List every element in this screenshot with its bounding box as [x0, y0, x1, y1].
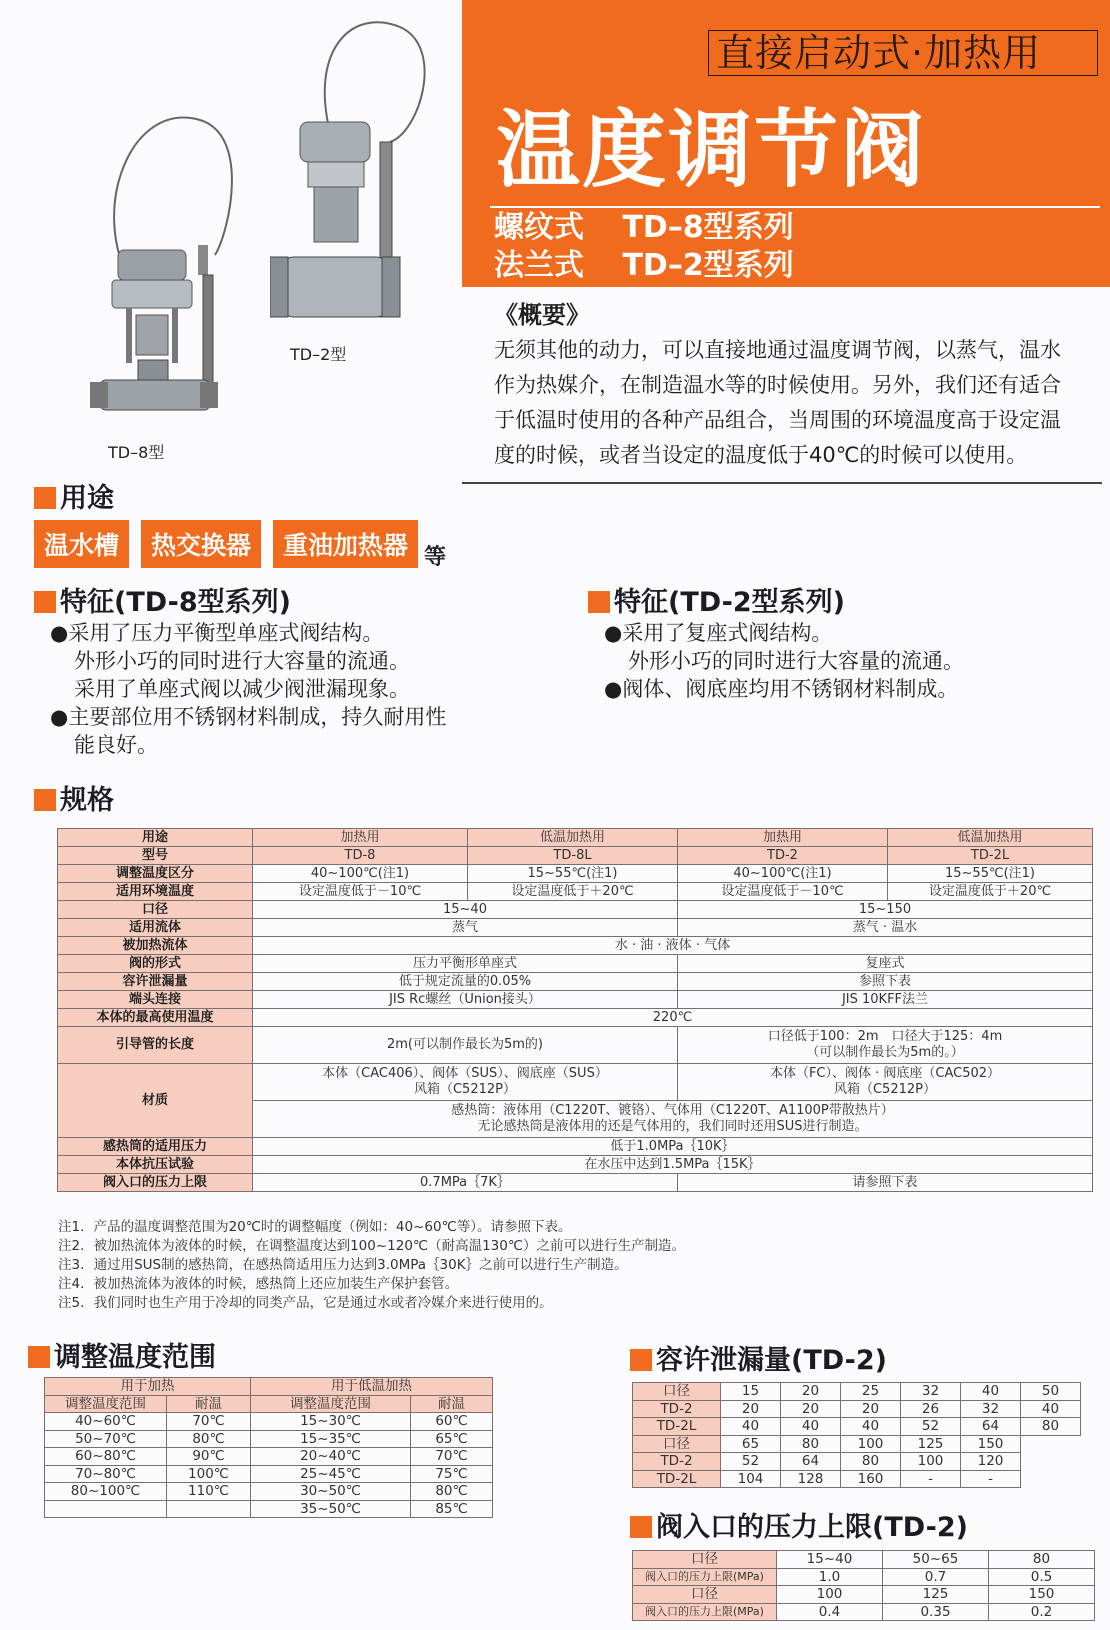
table-cell: 口径	[633, 1383, 721, 1401]
table-cell: 设定温度低于－10℃	[253, 883, 468, 901]
table-cell: 50~65	[883, 1551, 989, 1569]
table-row	[45, 1430, 493, 1448]
table-row	[633, 1603, 1095, 1621]
table-row	[45, 1483, 493, 1501]
row-label: 调整温度区分	[58, 865, 253, 883]
table-row	[633, 1586, 1095, 1604]
table-cell: 压力平衡形单座式	[253, 955, 678, 973]
section-marker	[34, 487, 56, 509]
table-row	[45, 1395, 493, 1413]
table-row	[58, 991, 1093, 1009]
table-cell: 65℃	[411, 1430, 493, 1448]
row-label: 适用环境温度	[58, 883, 253, 901]
table-cell: 80	[1021, 1418, 1081, 1436]
table-cell: 110℃	[167, 1483, 251, 1501]
feature-line: ●采用了压力平衡型单座式阀结构。	[50, 621, 384, 645]
usage-tag: 热交换器	[141, 520, 261, 568]
table-cell: 100℃	[167, 1465, 251, 1483]
table-cell: 80	[841, 1453, 901, 1471]
spec-heading	[34, 778, 114, 817]
table-cell	[678, 1027, 1093, 1064]
row-label: 端头连接	[58, 991, 253, 1009]
table-cell: -	[961, 1470, 1021, 1488]
row-label: 感热筒的适用压力	[58, 1138, 253, 1156]
table-row	[58, 883, 1093, 901]
table-cell: 20	[781, 1400, 841, 1418]
series-line-2	[494, 246, 794, 286]
table-cell	[1021, 1470, 1081, 1488]
table-cell: 32	[901, 1383, 961, 1401]
table-row	[633, 1383, 1081, 1401]
section-marker	[34, 591, 56, 613]
feature-line: 采用了单座式阀以减少阀泄漏现象。	[74, 677, 410, 701]
features-td8-list	[50, 619, 446, 759]
table-cell: 20	[841, 1400, 901, 1418]
table-row	[58, 901, 1093, 919]
table-cell: 0.2	[989, 1603, 1095, 1621]
table-header-cell: 用于低温加热	[251, 1378, 493, 1396]
temp-range-heading	[28, 1335, 216, 1374]
feature-line: 外形小巧的同时进行大容量的流通。	[628, 649, 964, 673]
table-cell: 40	[781, 1418, 841, 1436]
series-1-type: 螺纹式	[494, 210, 584, 245]
header-subtitle: 直接启动式·加热用	[716, 31, 1042, 75]
table-cell: 150	[989, 1586, 1095, 1604]
overview-line: 度的时候，或者当设定的温度低于40℃的时候可以使用。	[494, 443, 1028, 467]
note-line: 注1．产品的温度调整范围为20℃时的调整幅度（例如：40~60℃等）。请参照下表。	[58, 1219, 572, 1235]
table-row	[45, 1378, 493, 1396]
pressure-heading-text: 阀入口的压力上限(TD-2)	[656, 1512, 969, 1543]
table-cell: 60℃	[411, 1413, 493, 1431]
table-cell: 70℃	[411, 1448, 493, 1466]
table-row	[58, 955, 1093, 973]
table-cell: TD-2	[633, 1453, 721, 1471]
row-label: 容许泄漏量	[58, 973, 253, 991]
section-marker	[630, 1516, 652, 1538]
table-cell: 参照下表	[678, 973, 1093, 991]
table-cell-line: 风箱（C5212P）	[413, 1082, 516, 1097]
table-cell: 80	[989, 1551, 1095, 1569]
table-cell: -	[901, 1470, 961, 1488]
table-cell: 50	[1021, 1383, 1081, 1401]
table-cell: 低温加热用	[888, 829, 1093, 847]
table-cell-text: 2m(可以制作最长为5m的)	[386, 1037, 543, 1052]
series-2-name: TD–2型系列	[622, 248, 794, 283]
table-header-cell: 耐温	[167, 1395, 251, 1413]
temp-range-table	[44, 1377, 493, 1518]
table-cell: 150	[961, 1435, 1021, 1453]
table-row	[45, 1448, 493, 1466]
table-cell-line: 感热筒：液体用（C1220T、镀铬）、气体用（C1220T、A1100P带散热片）	[451, 1103, 894, 1118]
table-cell: 70~80℃	[45, 1465, 167, 1483]
table-cell: JIS Rc螺丝（Union接头）	[253, 991, 678, 1009]
table-cell	[678, 1064, 1093, 1101]
table-cell-line: （可以制作最长为5m的。）	[806, 1045, 964, 1060]
table-cell: 100	[901, 1453, 961, 1471]
table-cell	[1021, 1453, 1081, 1471]
series-line-1	[494, 208, 794, 248]
table-cell: 25	[841, 1383, 901, 1401]
table-cell: 80℃	[411, 1483, 493, 1501]
table-header-cell: 调整温度范围	[45, 1395, 167, 1413]
table-cell: 40~100℃(注1)	[678, 865, 888, 883]
table-header-cell: 调整温度范围	[251, 1395, 411, 1413]
table-row	[633, 1568, 1095, 1586]
td2-caption: TD–2型	[290, 345, 347, 364]
features-td8-heading	[34, 580, 291, 619]
table-row	[58, 937, 1093, 955]
row-label: 本体的最高使用温度	[58, 1009, 253, 1027]
table-cell: 220℃	[253, 1009, 1093, 1027]
features-td2-list	[604, 619, 964, 703]
table-cell: 80	[781, 1435, 841, 1453]
table-cell-line: 风箱（C5212P）	[833, 1082, 936, 1097]
page-title: 温度调节阀	[496, 101, 927, 199]
table-cell: 120	[961, 1453, 1021, 1471]
table-cell: 低于规定流量的0.05%	[253, 973, 678, 991]
table-cell: 15~150	[678, 901, 1093, 919]
table-cell: 60~80℃	[45, 1448, 167, 1466]
td8-caption: TD–8型	[108, 443, 165, 462]
usage-tags	[34, 520, 446, 571]
section-marker	[630, 1349, 652, 1371]
section-marker	[588, 591, 610, 613]
overview-line: 作为热媒介，在制造温水等的时候使用。另外，我们还有适合	[494, 373, 1061, 397]
table-cell: 64	[961, 1418, 1021, 1436]
row-label: 本体抗压试验	[58, 1156, 253, 1174]
row-label: 型号	[58, 847, 253, 865]
note-line: 注5．我们同时也生产用于冷却的同类产品，它是通过水或者冷媒介来进行使用的。	[58, 1295, 553, 1311]
table-cell: 阀入口的压力上限(MPa)	[633, 1568, 777, 1586]
table-row	[633, 1418, 1081, 1436]
table-cell: TD-8L	[468, 847, 678, 865]
table-cell-line: 无论感热筒是液体用的还是气体用的，我们同时还用SUS进行制造。	[477, 1119, 868, 1134]
table-cell: 设定温度低于＋20℃	[888, 883, 1093, 901]
table-cell: 1.0	[777, 1568, 883, 1586]
table-header-cell: 用于加热	[45, 1378, 251, 1396]
section-marker	[28, 1346, 50, 1368]
table-cell: 100	[841, 1435, 901, 1453]
table-cell: TD-2L	[888, 847, 1093, 865]
leakage-heading	[630, 1338, 887, 1377]
table-cell: 25~45℃	[251, 1465, 411, 1483]
table-cell: 15	[721, 1383, 781, 1401]
table-cell: 在水压中达到1.5MPa｛15K｝	[253, 1156, 1093, 1174]
feature-line: 能良好。	[74, 733, 158, 757]
pressure-table	[632, 1550, 1095, 1621]
table-cell: 加热用	[678, 829, 888, 847]
spec-notes	[58, 1218, 685, 1313]
table-row	[633, 1453, 1081, 1471]
table-cell-line: 本体（CAC406）、阀体（SUS）、阀底座（SUS）	[322, 1066, 608, 1081]
section-marker	[34, 789, 56, 811]
leakage-heading-text: 容许泄漏量(TD-2)	[656, 1345, 888, 1376]
table-row	[45, 1500, 493, 1518]
row-label: 口径	[58, 901, 253, 919]
table-row	[58, 1156, 1093, 1174]
table-row	[58, 1064, 1093, 1101]
table-cell: 15~40	[253, 901, 678, 919]
table-cell: 40	[721, 1418, 781, 1436]
table-cell: 0.5	[989, 1568, 1095, 1586]
row-label: 材质	[58, 1064, 253, 1138]
td8-valve-image	[90, 90, 270, 435]
table-row	[58, 973, 1093, 991]
series-1-name: TD–8型系列	[622, 210, 794, 245]
features-td8-heading-text: 特征(TD-8型系列)	[60, 587, 292, 618]
table-header-cell: 耐温	[411, 1395, 493, 1413]
table-cell: 20	[721, 1400, 781, 1418]
table-cell: 阀入口的压力上限(MPa)	[633, 1603, 777, 1621]
table-cell: 20	[781, 1383, 841, 1401]
row-label: 引导管的长度	[58, 1027, 253, 1064]
table-cell: 0.7	[883, 1568, 989, 1586]
table-cell: 80~100℃	[45, 1483, 167, 1501]
temp-range-heading-text: 调整温度范围	[54, 1342, 216, 1373]
series-2-type: 法兰式	[494, 248, 584, 283]
spec-heading-text: 规格	[60, 785, 114, 816]
row-label: 适用流体	[58, 919, 253, 937]
table-cell: 15~30℃	[251, 1413, 411, 1431]
table-row	[58, 1138, 1093, 1156]
table-row	[633, 1470, 1081, 1488]
table-row	[633, 1400, 1081, 1418]
table-row	[58, 1027, 1093, 1064]
table-cell: 100	[777, 1586, 883, 1604]
table-cell: 65	[721, 1435, 781, 1453]
table-cell: TD-8	[253, 847, 468, 865]
table-cell: 125	[883, 1586, 989, 1604]
table-cell: TD-2	[633, 1400, 721, 1418]
spec-table	[57, 828, 1093, 1192]
td2-valve-image	[270, 12, 440, 332]
overview-text	[494, 333, 1061, 473]
table-cell: 20~40℃	[251, 1448, 411, 1466]
table-cell: 85℃	[411, 1500, 493, 1518]
table-cell: 低温加热用	[468, 829, 678, 847]
table-cell	[167, 1500, 251, 1518]
table-cell: 52	[721, 1453, 781, 1471]
table-cell	[253, 1101, 1093, 1138]
row-label: 阀入口的压力上限	[58, 1174, 253, 1192]
feature-line: ●主要部位用不锈钢材料制成，持久耐用性	[50, 705, 447, 729]
table-row	[58, 847, 1093, 865]
table-cell: 15~55℃(注1)	[888, 865, 1093, 883]
table-cell: 40	[1021, 1400, 1081, 1418]
usage-tag: 重油加热器	[273, 520, 418, 568]
usage-heading-text: 用途	[60, 483, 114, 514]
table-cell: 160	[841, 1470, 901, 1488]
overview-line: 于低温时使用的各种产品组合，当周围的环境温度高于设定温	[494, 408, 1061, 432]
table-cell: 15~40	[777, 1551, 883, 1569]
table-cell: 低于1.0MPa｛10K｝	[253, 1138, 1093, 1156]
note-line: 注4．被加热流体为液体的时候，感热筒上还应加装生产保护套管。	[58, 1276, 459, 1292]
table-cell: 80℃	[167, 1430, 251, 1448]
table-cell: 40~60℃	[45, 1413, 167, 1431]
table-cell: 26	[901, 1400, 961, 1418]
table-cell: 90℃	[167, 1448, 251, 1466]
table-row	[58, 865, 1093, 883]
table-cell	[253, 1027, 678, 1064]
note-line: 注3．通过用SUS制的感热筒，在感热筒适用压力达到3.0MPa｛30K｝之前可以进行生产制造。	[58, 1257, 628, 1273]
table-cell	[1021, 1435, 1081, 1453]
table-cell: 15~55℃(注1)	[468, 865, 678, 883]
table-cell: 128	[781, 1470, 841, 1488]
table-cell: 口径	[633, 1435, 721, 1453]
table-cell: 40	[961, 1383, 1021, 1401]
pressure-heading	[630, 1505, 968, 1544]
feature-line: 外形小巧的同时进行大容量的流通。	[74, 649, 410, 673]
table-cell: 口径	[633, 1551, 777, 1569]
table-row	[45, 1465, 493, 1483]
table-cell: 125	[901, 1435, 961, 1453]
table-cell: 设定温度低于－10℃	[678, 883, 888, 901]
table-cell: 75℃	[411, 1465, 493, 1483]
table-cell-line: 本体（FC）、阀体 · 阀底座（CAC502）	[769, 1066, 1001, 1081]
table-cell: TD-2	[678, 847, 888, 865]
table-cell: 水 · 油 · 液体 · 气体	[253, 937, 1093, 955]
usage-suffix: 等	[424, 545, 447, 570]
table-cell: 设定温度低于＋20℃	[468, 883, 678, 901]
table-cell: 104	[721, 1470, 781, 1488]
table-cell: 0.35	[883, 1603, 989, 1621]
table-cell: 复座式	[678, 955, 1093, 973]
table-cell: JIS 10KFF法兰	[678, 991, 1093, 1009]
table-cell: 加热用	[253, 829, 468, 847]
table-cell	[253, 1064, 678, 1101]
table-cell: 口径	[633, 1586, 777, 1604]
note-line: 注2．被加热流体为液体的时候，在调整温度达到100~120℃（耐高温130℃）之前可以进行生产制造。	[58, 1238, 686, 1254]
table-row	[633, 1435, 1081, 1453]
usage-heading	[34, 476, 114, 515]
row-label: 用途	[58, 829, 253, 847]
row-label: 阀的形式	[58, 955, 253, 973]
table-cell: 15~35℃	[251, 1430, 411, 1448]
table-cell	[45, 1500, 167, 1518]
overview-rule	[462, 482, 1102, 484]
table-cell: 40	[841, 1418, 901, 1436]
table-cell: 蒸气	[253, 919, 678, 937]
table-cell: 64	[781, 1453, 841, 1471]
table-cell: 35~50℃	[251, 1500, 411, 1518]
table-cell: 50~70℃	[45, 1430, 167, 1448]
table-cell: TD-2L	[633, 1418, 721, 1436]
table-cell: 0.4	[777, 1603, 883, 1621]
feature-line: ●采用了复座式阀结构。	[604, 621, 833, 645]
table-cell: 70℃	[167, 1413, 251, 1431]
table-row	[58, 919, 1093, 937]
table-cell: 30~50℃	[251, 1483, 411, 1501]
leakage-table	[632, 1382, 1081, 1488]
table-cell: 0.7MPa｛7K｝	[253, 1174, 678, 1192]
table-cell: 32	[961, 1400, 1021, 1418]
features-td2-heading	[588, 580, 845, 619]
table-row	[58, 1174, 1093, 1192]
table-cell-line: 口径低于100：2m 口径大于125：4m	[767, 1029, 1003, 1044]
table-row	[633, 1551, 1095, 1569]
row-label: 被加热流体	[58, 937, 253, 955]
table-cell: 蒸气 · 温水	[678, 919, 1093, 937]
table-cell: 请参照下表	[678, 1174, 1093, 1192]
table-row	[58, 829, 1093, 847]
table-cell: 40~100℃(注1)	[253, 865, 468, 883]
table-cell: 52	[901, 1418, 961, 1436]
table-cell: TD-2L	[633, 1470, 721, 1488]
usage-tag: 温水槽	[34, 520, 129, 568]
feature-line: ●阀体、阀底座均用不锈钢材料制成。	[604, 677, 959, 701]
features-td2-heading-text: 特征(TD-2型系列)	[614, 587, 846, 618]
overview-heading: 《概要》	[494, 301, 590, 329]
table-row	[58, 1009, 1093, 1027]
table-row	[45, 1413, 493, 1431]
overview-line: 无须其他的动力，可以直接地通过温度调节阀，以蒸气，温水	[494, 338, 1061, 362]
